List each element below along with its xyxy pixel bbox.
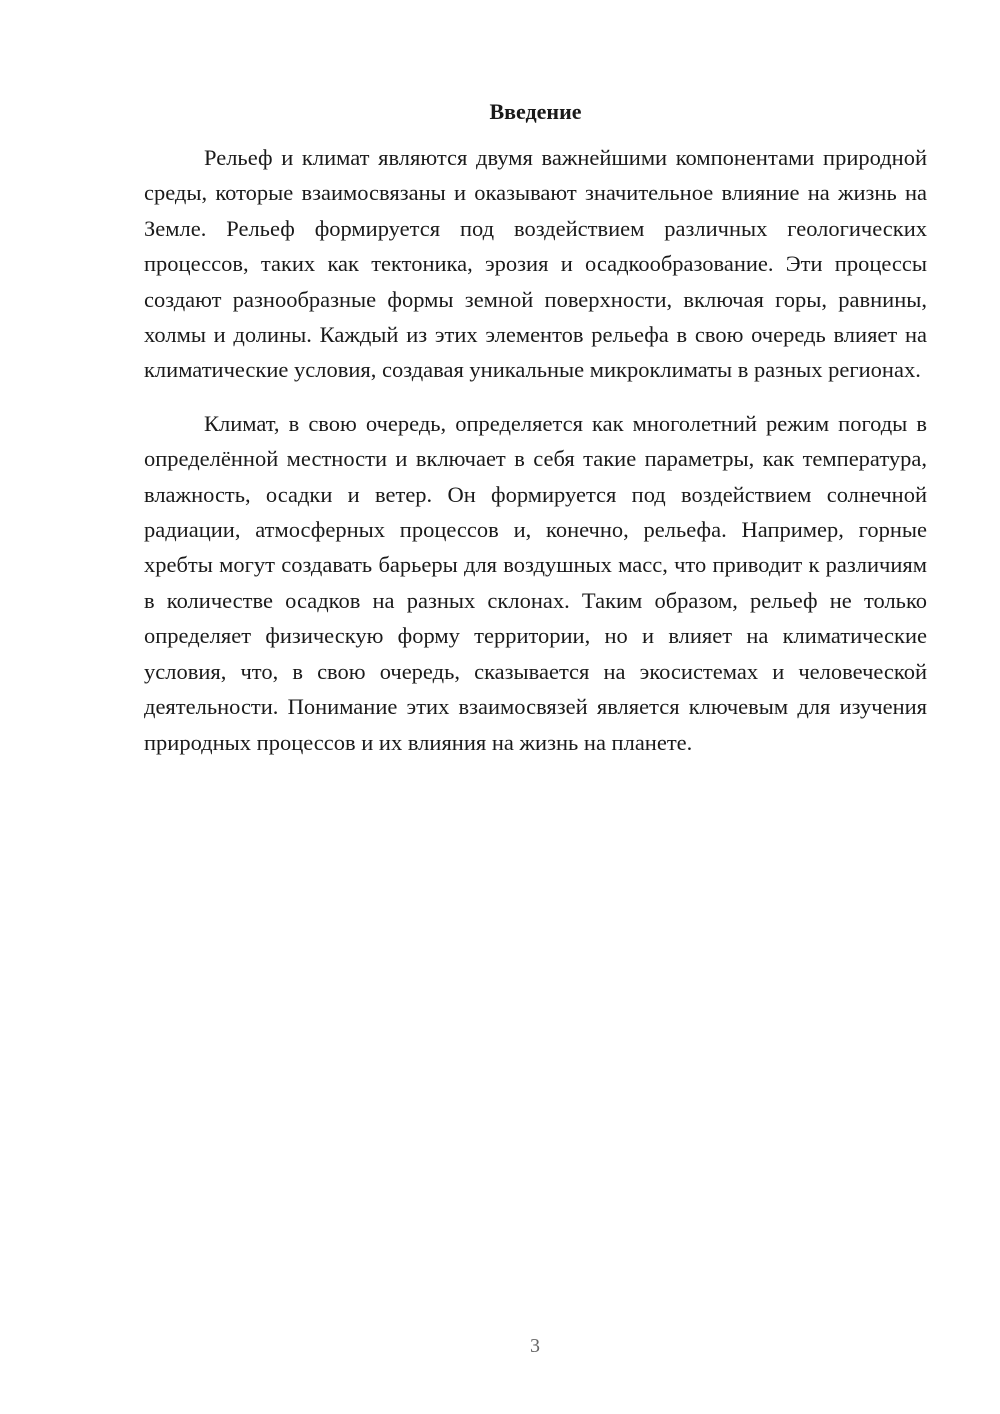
paragraph-climate: Климат, в свою очередь, определяется как многолетний режим погоды в определённой местности и включает в себя такие параметры, как температура, влажность, осадки и ветер. Он формируется под воздействием солнечной радиации, атмосферных процессов и, конечно, рельефа. Например, горные хребты могут создавать барьеры для воздушных масс, что приводит к различиям в количестве осадков на разных склонах. Таким образом, рельеф не только определяет физическую форму территории, но и влияет на климатические условия, что, в свою очередь, сказывается на экосистемах и человеческой деятельности. Понимание этих взаимосвязей является ключевым для изучения природных процессов и их влияния на жизнь на планете. — [144, 410, 927, 755]
page-number: 3 — [530, 1335, 540, 1357]
section-heading: Введение — [489, 99, 582, 124]
page-content — [144, 96, 927, 778]
paragraph-relief: Рельеф и климат являются двумя важнейшими компонентами природной среды, которые взаимосвязаны и оказывают значительное влияние на жизнь на Земле. Рельеф формируется под воздействием различных геологических процессов, таких как тектоника, эрозия и осадкообразование. Эти процессы создают разнообразные формы земной поверхности, включая горы, равнины, холмы и долины. Каждый из этих элементов рельефа в свою очередь влияет на климатические условия, создавая уникальные микроклиматы в разных регионах. — [144, 145, 927, 383]
